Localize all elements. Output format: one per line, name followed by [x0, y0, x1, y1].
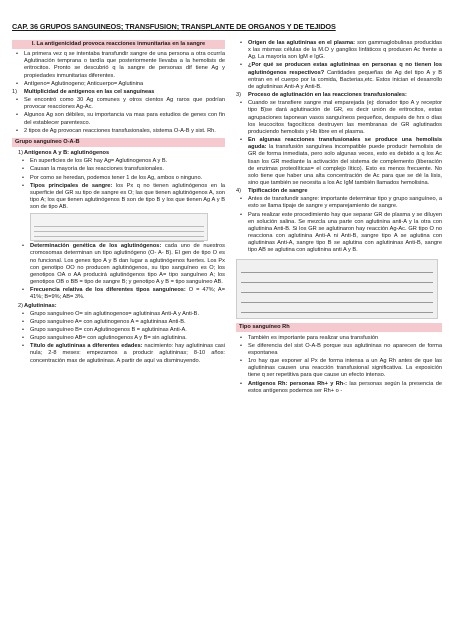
point-3-heading: 3) Proceso de aglutinación en las reacciones transfusionales: — [236, 92, 407, 99]
rh-list — [236, 335, 442, 395]
abo-point-2-list — [12, 311, 225, 365]
left-column — [12, 40, 225, 366]
list-item: • Se encontró como 30 Ag comunes y otros cientos Ag raros que podrían provocar reacciones Ag-Ac. — [24, 97, 225, 111]
list-item: • Título de aglutininas a diferentes edades: nacimiento: hay aglutininas casi nula; 2-8 meses: empezamos a producir aglutininas; 8-10 años: concentración max de aglutininas. A partir de aquí va disminuyendo. — [30, 343, 225, 364]
list-item: • Antes de transfundir sangre: importante determinar tipo y grupo sanguíneo, a esto se llama tipaje de sangre y emparejamiento de sangre. — [248, 196, 442, 210]
list-item: • Cuando se transfiere sangre mal emparejada (ej: donador tipo A y receptor tipo B)se dará aglutinación de GR, es decir unión de eritrocitos, estas agrupaciones taponean vasos sanguíneos pequeños, después de hrs o días los leucocitos fagocíticos destruyen las membranas de GR aglutinados produciendo hemolisis y Hb libre en el plasma. — [248, 100, 442, 136]
list-item: • Determinación genética de los aglutinógenos: cada uno de nuestros cromosomas determinan un tipo aglutinógeno (O- A- B). El gen de tipo O es no funcional. Los genes tipo A y B dan lugar a aglutinógenos fuertes. Los Px con genotipo OO no producen aglutinógenos, su tipo sanguíneo es O; los genotipos OA o AA producirá aglutinógenos tipo A= tipo sanguíneo A; los genotipos OB o BB = tipo de sangre B; y genotipo A y B = tipo sanguíneo AB. — [30, 243, 225, 286]
point-1-heading: 1) Multiplicidad de antígenos en las cel sanguíneas — [12, 88, 155, 95]
list-item: • Antígenos Rh: personas Rh+ y Rh-: las personas según la presencia de estos antígenos podemos ser Rh+ o - — [248, 381, 442, 395]
abo-point-1-heading: 1) Antígenos A y B: aglutinógenos — [18, 150, 110, 157]
abo-point-1-list — [12, 158, 225, 211]
list-item: • En algunas reacciones transfusionales se produce una hemolisis aguda: la transfusión sanguínea incompatible puede producir hemolisis de GR de forma inmediata, pero solo algunas veces, esto es debido a q los Ac lisan los GR mediante la activación del sistema de complemento (liberación de enzimas proteolíticas= el complejo lítico). Esto es menos frecuente. No solo tiene que haber una alta concentración de Ac para que se dé la lisis, sino que también se necesita a los Ac IgM también llamados hemolisina. — [248, 137, 442, 187]
list-item: • Causan la mayoría de las reacciones transfusionales. — [30, 166, 225, 173]
point-1-list — [12, 97, 225, 135]
section-bar-abo: Grupo sanguíneo O-A-B — [12, 138, 225, 147]
list-item: • Para realizar este procedimiento hay que separar GR de plasma y se diluyen en solución salina. Se mezcla una parte con aglutinina anti-A y la otra con aglutinina Anti-B. Si los GR se aglutinaron hay reacción Ag-Ac. GR tipo O no reacciona con aglutinina Anti-A ni Anti-B, sangre tipo A se aglutina con aglutininas Anti-A, sangre tipo B se aglutina con aglutininas Anti-B, sangre tipo AB se aglutina con aglutinina anti A y B. — [248, 212, 442, 255]
list-item: • Antígeno= Aglutinogeno; Anticuerpo= Aglutinina — [24, 81, 225, 88]
intro-list — [12, 51, 225, 88]
section-bar-rh: Tipo sanguíneo Rh — [236, 323, 442, 332]
page-title: CAP. 36 GRUPOS SANGUINEOS; TRANSFUSION; TRANSPLANTE DE ORGANOS Y DE TEJIDOS — [12, 22, 336, 31]
point-3-list — [236, 100, 442, 187]
list-item: • La primera vez q se intentaba transfundir sangre de una persona a otra ocurría Aglutinación temprana o tardía que posteriormente llevaba a la hemolisis de eritrocitos. Pronto se descubrió q la sangre de personas dif tiene Ag y propiedades inmunitarias diferentes. — [24, 51, 225, 80]
list-item: • En superficies de los GR hay Ag= Aglutinogenos A y B. — [30, 158, 225, 165]
list-item: • Grupo sanguíneo AB= con aglutinogenos A y B= sin aglutinina. — [30, 335, 225, 342]
list-item: • Grupo sanguíneo A= con aglutinogenos A = aglutininas Anti-B. — [30, 319, 225, 326]
list-item: • Se diferencia del sist O-A-B porque sus aglutininas no aparecen de forma espontanea — [248, 343, 442, 357]
list-item: • Algunos Ag son débiles, su importancia va mas para estudios de genes con fin del establecer parentesco. — [24, 112, 225, 126]
list-item: • Tipos principales de sangre: los Px q no tienen aglutinógenos en la superficie del GR su tipo de sangre es O; las que tienen aglutinógenos A, son tipo A; los que tienen aglutinógenos B son de tipo B y los que tienen Ag A y B son de tipo AB. — [30, 183, 225, 212]
list-item: • Grupo sanguíneo O= sin aglutinogenos= aglutininas Anti-A y Anti-B. — [30, 311, 225, 318]
list-item: • Grupo sanguíneo B= con Aglutinogenos B = aglutininas Anti-A. — [30, 327, 225, 334]
abo-genetics-list — [12, 243, 225, 301]
blood-typing-table-image — [236, 259, 438, 319]
point-4-list — [236, 196, 442, 254]
list-item: • Origen de las aglutininas en el plasma: son gammaglobulinas producidas x las mismas células de la M.O y ganglios linfáticos q producen Ac frente a Ag. La mayoría son IgM e IgG. — [248, 40, 442, 61]
list-item: • Frecuencia relativa de los diferentes tipos sanguíneos: O = 47%; A= 41%; B=9%; AB= 3%. — [30, 287, 225, 301]
list-item: • ¿Por qué se producen estas aglutininas en personas q no tienen los aglutinógenos respectivos? Cantidades pequeñas de Ag del tipo A y B entran en el cuerpo por la comida, Bacterias,etc. Estos inician el desarrollo de aglutininas Anti-A y Anti-B. — [248, 62, 442, 91]
right-column — [236, 40, 442, 396]
list-item: • Por como se heredan, podemos tener 1 de los Ag, ambos o ninguno. — [30, 175, 225, 182]
list-item: • 1ro hay que exponer al Px de forma intensa a un Ag Rh antes de que las aglutininas causen una reacción transfusional significativa. La exposición tiene q ser repetitiva para que cause un efecto intenso. — [248, 358, 442, 379]
point-4-heading: 4) Tipificación de sangre — [236, 188, 308, 195]
section-heading-box: I. La antigenicidad provoca reacciones inmunitarias en la sangre — [12, 40, 225, 49]
list-item: • También es importante para realizar una transfusión — [248, 335, 442, 342]
list-item: • 2 tipos de Ag provocan reacciones transfusionales, sistema O-A-B y sist. Rh. — [24, 128, 225, 135]
abo-point-2-heading: 2) Aglutininas: — [18, 302, 57, 309]
blood-type-table-image — [30, 213, 208, 241]
origin-list — [236, 40, 442, 91]
